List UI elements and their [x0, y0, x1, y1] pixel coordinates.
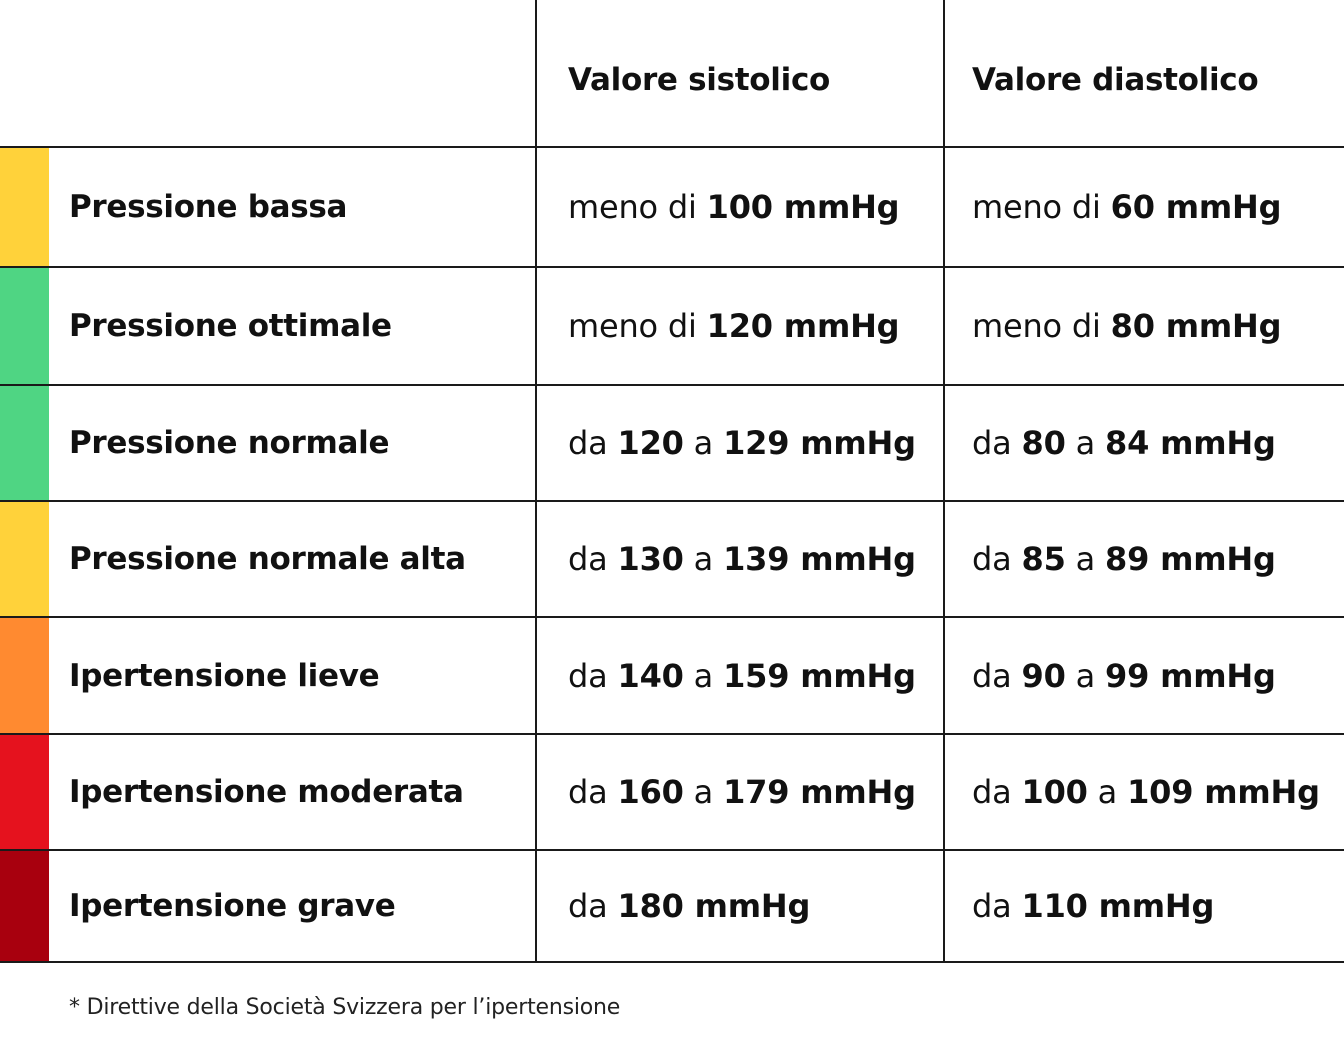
category-label: Pressione ottimale — [69, 308, 392, 344]
systolic-pre: da — [568, 540, 618, 578]
diastolic-cell — [943, 268, 1344, 384]
diastolic-num: 110 mmHg — [1021, 887, 1215, 925]
diastolic-num: 85 — [1021, 540, 1066, 578]
systolic-cell — [535, 502, 943, 616]
diastolic-cell — [943, 735, 1344, 849]
category-color-strip — [0, 148, 49, 266]
diastolic-cell — [943, 386, 1344, 500]
category-color-strip — [0, 851, 49, 961]
systolic-num: 130 — [617, 540, 684, 578]
diastolic-num2: 89 mmHg — [1105, 540, 1276, 578]
diastolic-cell — [943, 148, 1344, 266]
table-row — [0, 618, 1344, 735]
systolic-num: 160 — [617, 773, 684, 811]
category-color-strip — [0, 618, 49, 733]
diastolic-pre: da — [972, 773, 1022, 811]
table-row — [0, 502, 1344, 618]
systolic-value — [568, 424, 916, 462]
category-label: Ipertensione lieve — [69, 657, 380, 694]
diastolic-value — [972, 773, 1320, 811]
diastolic-pre: da — [972, 540, 1022, 578]
header-systolic: Valore sistolico — [568, 62, 831, 98]
systolic-pre: meno di — [568, 188, 707, 226]
systolic-num: 180 mmHg — [617, 887, 811, 925]
category-label: Pressione normale alta — [69, 541, 466, 577]
table-row — [0, 148, 1344, 268]
systolic-num2: 179 mmHg — [723, 773, 916, 811]
table-row — [0, 851, 1344, 963]
diastolic-mid: a — [1065, 540, 1105, 578]
category-cell — [49, 148, 535, 266]
category-color-strip — [0, 268, 49, 384]
systolic-pre: meno di — [568, 307, 707, 345]
systolic-pre: da — [568, 656, 618, 695]
systolic-mid: a — [683, 540, 724, 578]
diastolic-num2: 109 mmHg — [1127, 773, 1320, 811]
systolic-cell — [535, 618, 943, 733]
diastolic-value — [972, 424, 1276, 462]
systolic-cell — [535, 386, 943, 500]
systolic-value — [568, 307, 899, 345]
systolic-cell — [535, 148, 943, 266]
table-row — [0, 268, 1344, 386]
diastolic-pre: da — [972, 887, 1022, 925]
category-cell — [49, 268, 535, 384]
diastolic-mid: a — [1065, 424, 1105, 462]
category-color-strip — [0, 502, 49, 616]
diastolic-pre: meno di — [972, 307, 1111, 345]
systolic-num2: 159 mmHg — [723, 656, 916, 695]
diastolic-pre: da — [972, 656, 1022, 695]
systolic-num: 120 — [617, 424, 684, 462]
diastolic-num: 90 — [1021, 656, 1066, 695]
diastolic-value — [972, 540, 1276, 578]
diastolic-value — [972, 188, 1281, 226]
diastolic-value — [972, 887, 1214, 925]
header-diastolic-cell — [943, 0, 1344, 146]
category-cell — [49, 502, 535, 616]
systolic-num: 140 — [617, 656, 684, 695]
footnote: * Direttive della Società Svizzera per l’ipertensione — [69, 995, 621, 1020]
diastolic-pre: da — [972, 424, 1022, 462]
systolic-num: 100 mmHg — [706, 188, 900, 226]
systolic-pre: da — [568, 773, 618, 811]
header-empty-strip — [0, 0, 49, 146]
diastolic-value — [972, 657, 1276, 695]
systolic-num2: 139 mmHg — [723, 540, 916, 578]
category-color-strip — [0, 735, 49, 849]
systolic-mid: a — [683, 656, 724, 695]
systolic-mid: a — [683, 773, 724, 811]
systolic-pre: da — [568, 887, 618, 925]
category-cell — [49, 851, 535, 961]
table-row — [0, 735, 1344, 851]
category-label: Pressione normale — [69, 425, 390, 461]
header-empty-category — [49, 0, 535, 146]
diastolic-mid: a — [1065, 656, 1105, 695]
diastolic-cell — [943, 851, 1344, 961]
systolic-value — [568, 887, 810, 925]
table-body — [0, 148, 1344, 963]
systolic-value — [568, 188, 899, 226]
category-cell — [49, 386, 535, 500]
diastolic-cell — [943, 618, 1344, 733]
diastolic-value — [972, 307, 1281, 345]
diastolic-cell — [943, 502, 1344, 616]
diastolic-num2: 99 mmHg — [1105, 656, 1276, 695]
table-header — [0, 0, 1344, 148]
systolic-mid: a — [683, 424, 724, 462]
diastolic-num2: 84 mmHg — [1105, 424, 1276, 462]
systolic-cell — [535, 851, 943, 961]
systolic-pre: da — [568, 424, 618, 462]
category-color-strip — [0, 386, 49, 500]
systolic-cell — [535, 735, 943, 849]
category-label: Ipertensione moderata — [69, 774, 464, 810]
diastolic-num: 80 — [1021, 424, 1066, 462]
table-row — [0, 386, 1344, 502]
category-label: Ipertensione grave — [69, 888, 396, 924]
diastolic-pre: meno di — [972, 188, 1111, 226]
category-cell — [49, 735, 535, 849]
diastolic-num: 80 mmHg — [1110, 307, 1282, 345]
category-label: Pressione bassa — [69, 189, 348, 225]
systolic-value — [568, 773, 916, 811]
systolic-num: 120 mmHg — [706, 307, 900, 345]
systolic-value — [568, 657, 916, 695]
diastolic-num: 100 — [1021, 773, 1088, 811]
category-cell — [49, 618, 535, 733]
systolic-num2: 129 mmHg — [723, 424, 916, 462]
header-diastolic: Valore diastolico — [972, 62, 1259, 98]
diastolic-mid: a — [1087, 773, 1128, 811]
header-systolic-cell — [535, 0, 943, 146]
systolic-cell — [535, 268, 943, 384]
systolic-value — [568, 540, 916, 578]
diastolic-num: 60 mmHg — [1110, 188, 1282, 226]
